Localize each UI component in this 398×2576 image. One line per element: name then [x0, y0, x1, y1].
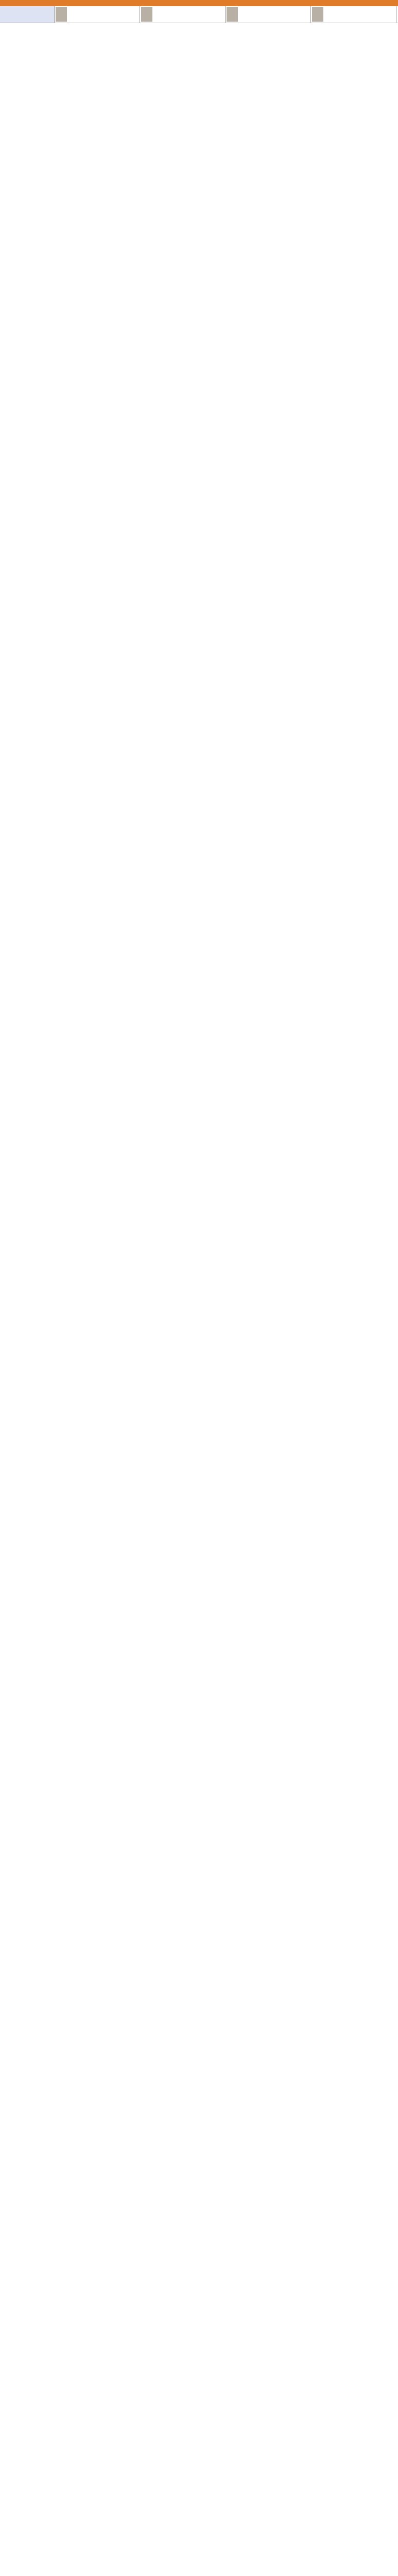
- era-label: [0, 6, 55, 23]
- section-header: [0, 0, 398, 6]
- portrait-image: [56, 7, 67, 22]
- portrait-image: [141, 7, 152, 22]
- person-card: [226, 6, 311, 23]
- portrait-image: [227, 7, 238, 22]
- person-card: [140, 6, 226, 23]
- person-card: [55, 6, 140, 23]
- portrait-image: [312, 7, 323, 22]
- person-card: [311, 6, 396, 23]
- table-row: [0, 6, 398, 23]
